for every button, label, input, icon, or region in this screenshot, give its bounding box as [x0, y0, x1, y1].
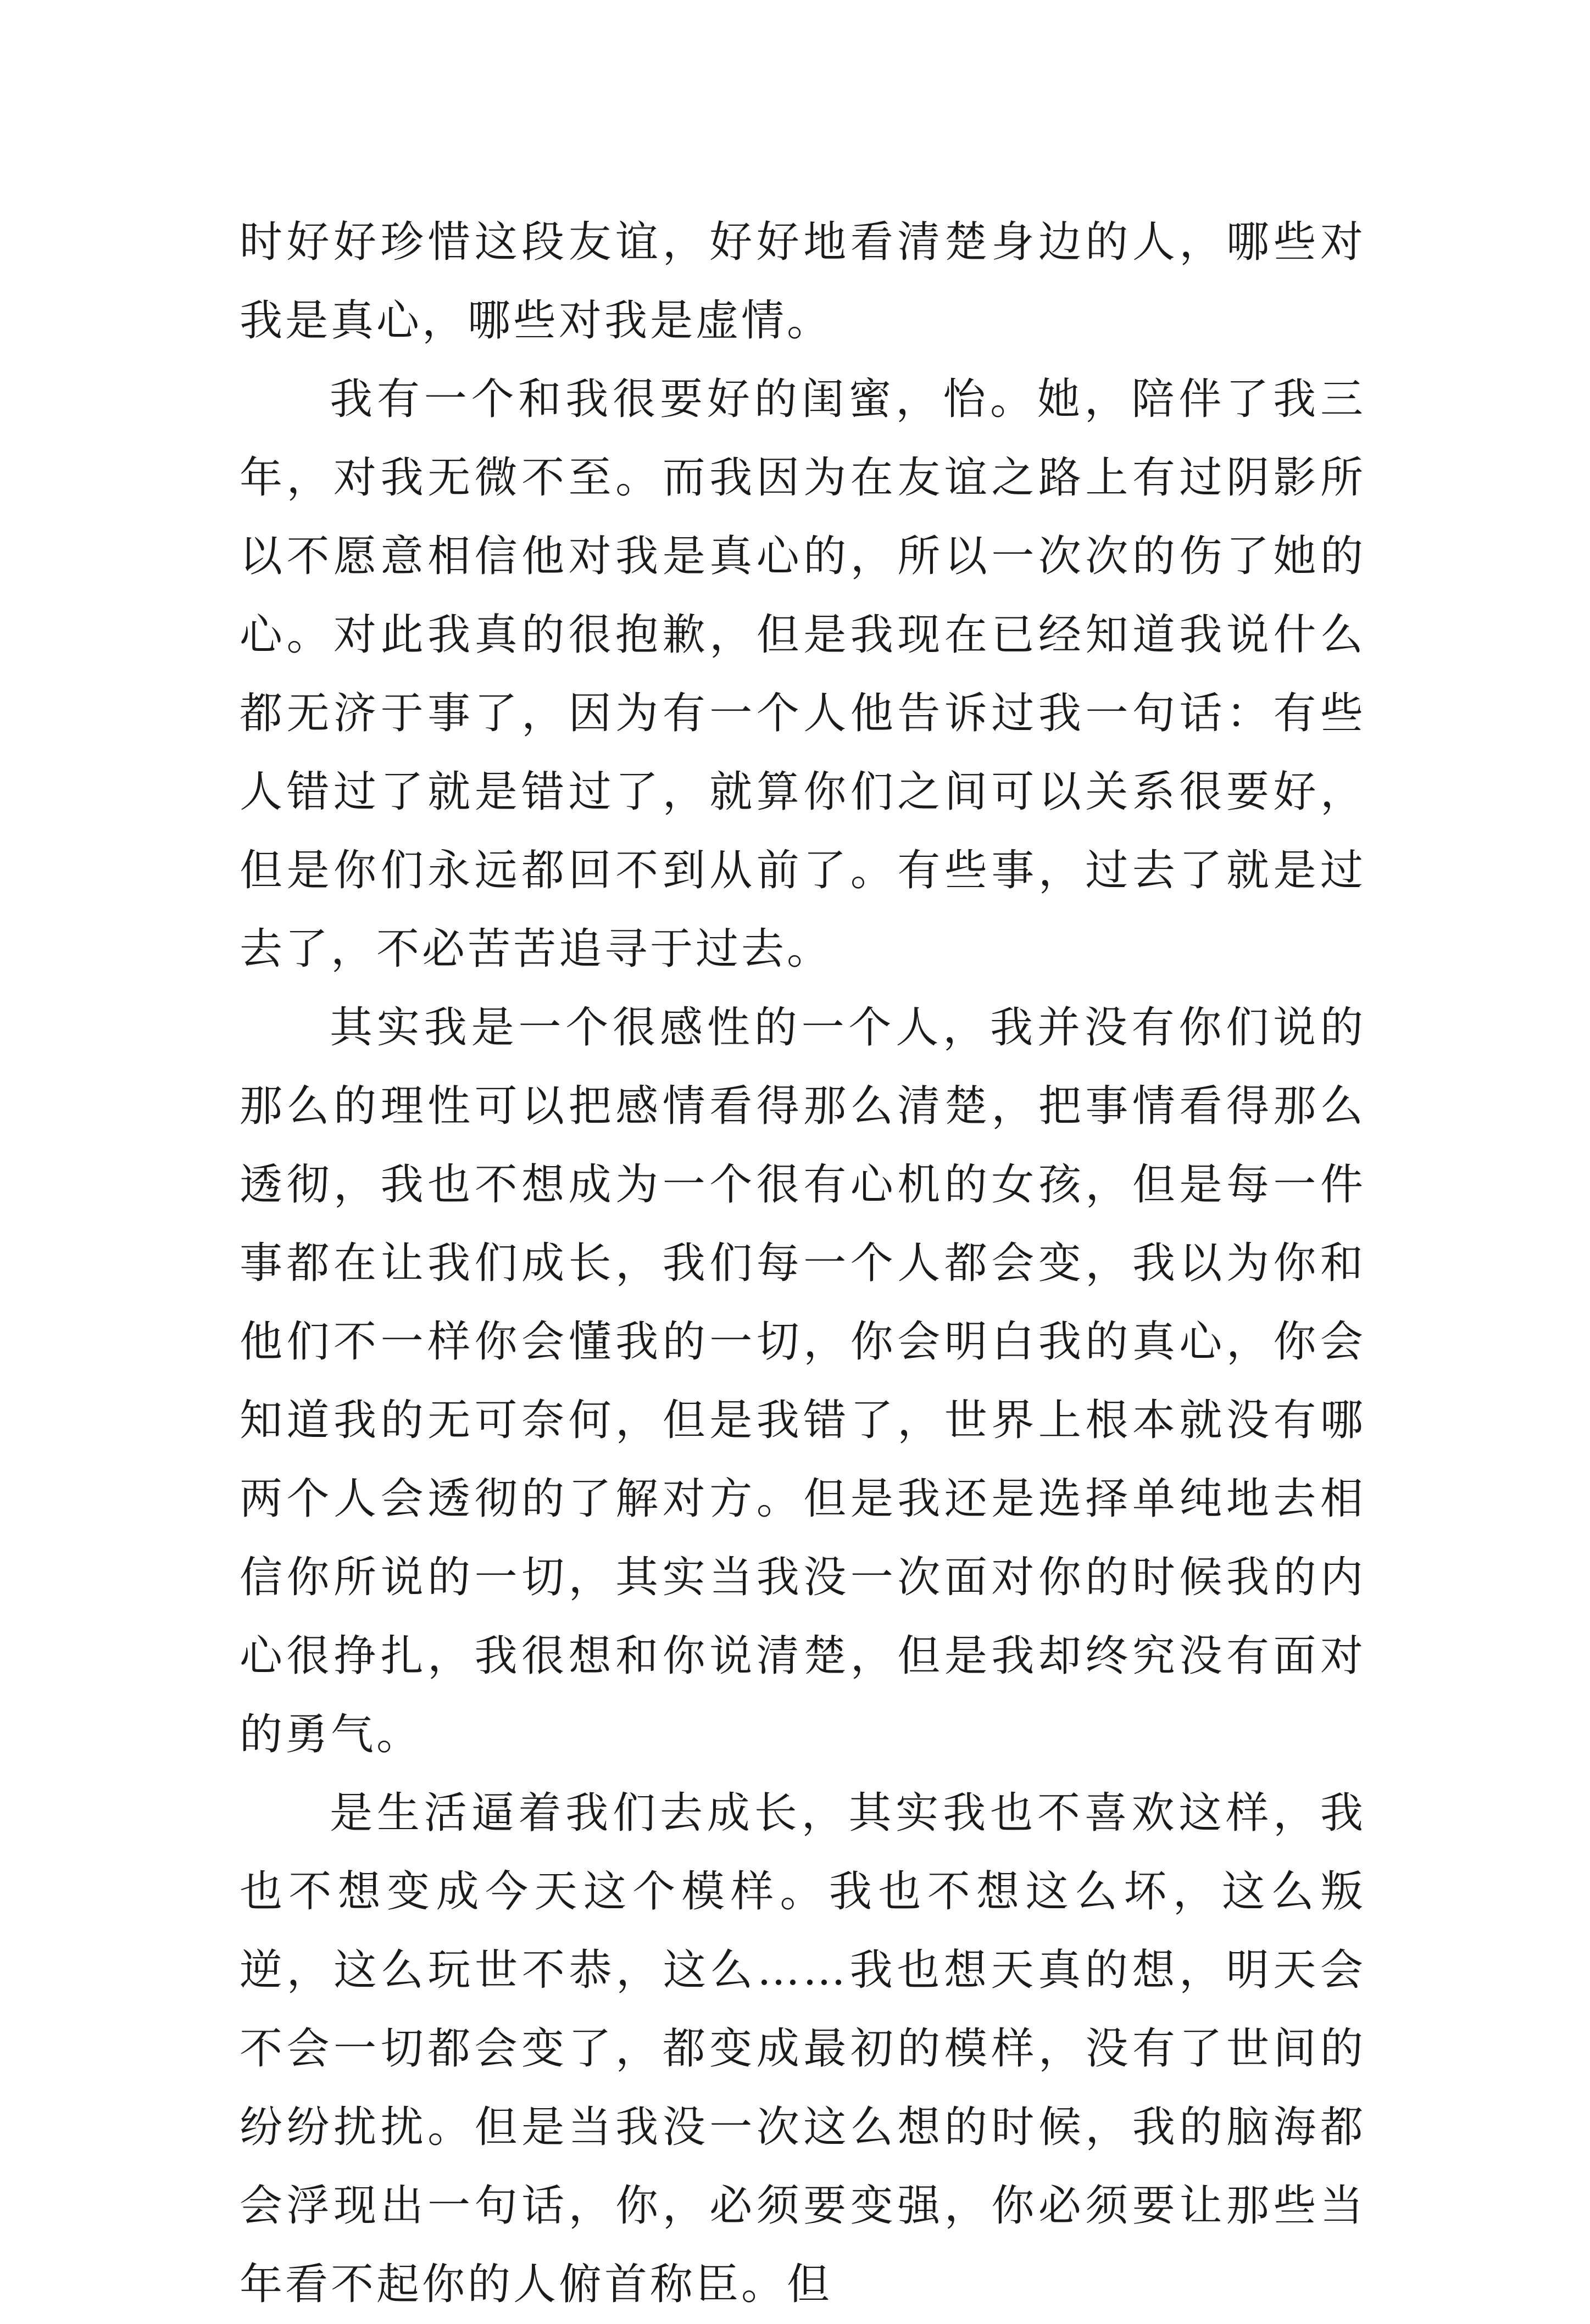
paragraph-1: 时好好珍惜这段友谊，好好地看清楚身边的人，哪些对我是真心，哪些对我是虚情。 [240, 218, 1366, 345]
document-body [240, 203, 1366, 2324]
paragraph-3: 其实我是一个很感性的一个人，我并没有你们说的那么的理性可以把感情看得那么清楚，把事情看得那么透彻，我也不想成为一个很有心机的女孩，但是每一件事都在让我们成长，我们每一个人都会变，我以为你和他们不一样你会懂我的一切，你会明白我的真心，你会知道我的无可奈何，但是我错了，世界上根本就没有哪两个人会透彻的了解对方。但是我还是选择单纯地去相信你所说的一切，其实当我没一次面对你的时候我的内心很挣扎，我很想和你说清楚，但是我却终究没有面对的勇气。 [240, 1003, 1366, 1759]
paragraph-2: 我有一个和我很要好的闺蜜，怡。她，陪伴了我三年，对我无微不至。而我因为在友谊之路上有过阴影所以不愿意相信他对我是真心的，所以一次次的伤了她的心。对此我真的很抱歉，但是我现在已经知道我说什么都无济于事了，因为有一个人他告诉过我一句话：有些人错过了就是错过了，就算你们之间可以关系很要好，但是你们永远都回不到从前了。有些事，过去了就是过去了，不必苦苦追寻于过去。 [240, 375, 1366, 974]
paragraph-4: 是生活逼着我们去成长，其实我也不喜欢这样，我也不想变成今天这个模样。我也不想这么坏，这么叛逆，这么玩世不恭，这么……我也想天真的想，明天会不会一切都会变了，都变成最初的模样，没有了世间的纷纷扰扰。但是当我没一次这么想的时候，我的脑海都会浮现出一句话，你，必须要变强，你必须要让那些当年看不起你的人俯首称臣。但 [240, 1788, 1366, 2309]
